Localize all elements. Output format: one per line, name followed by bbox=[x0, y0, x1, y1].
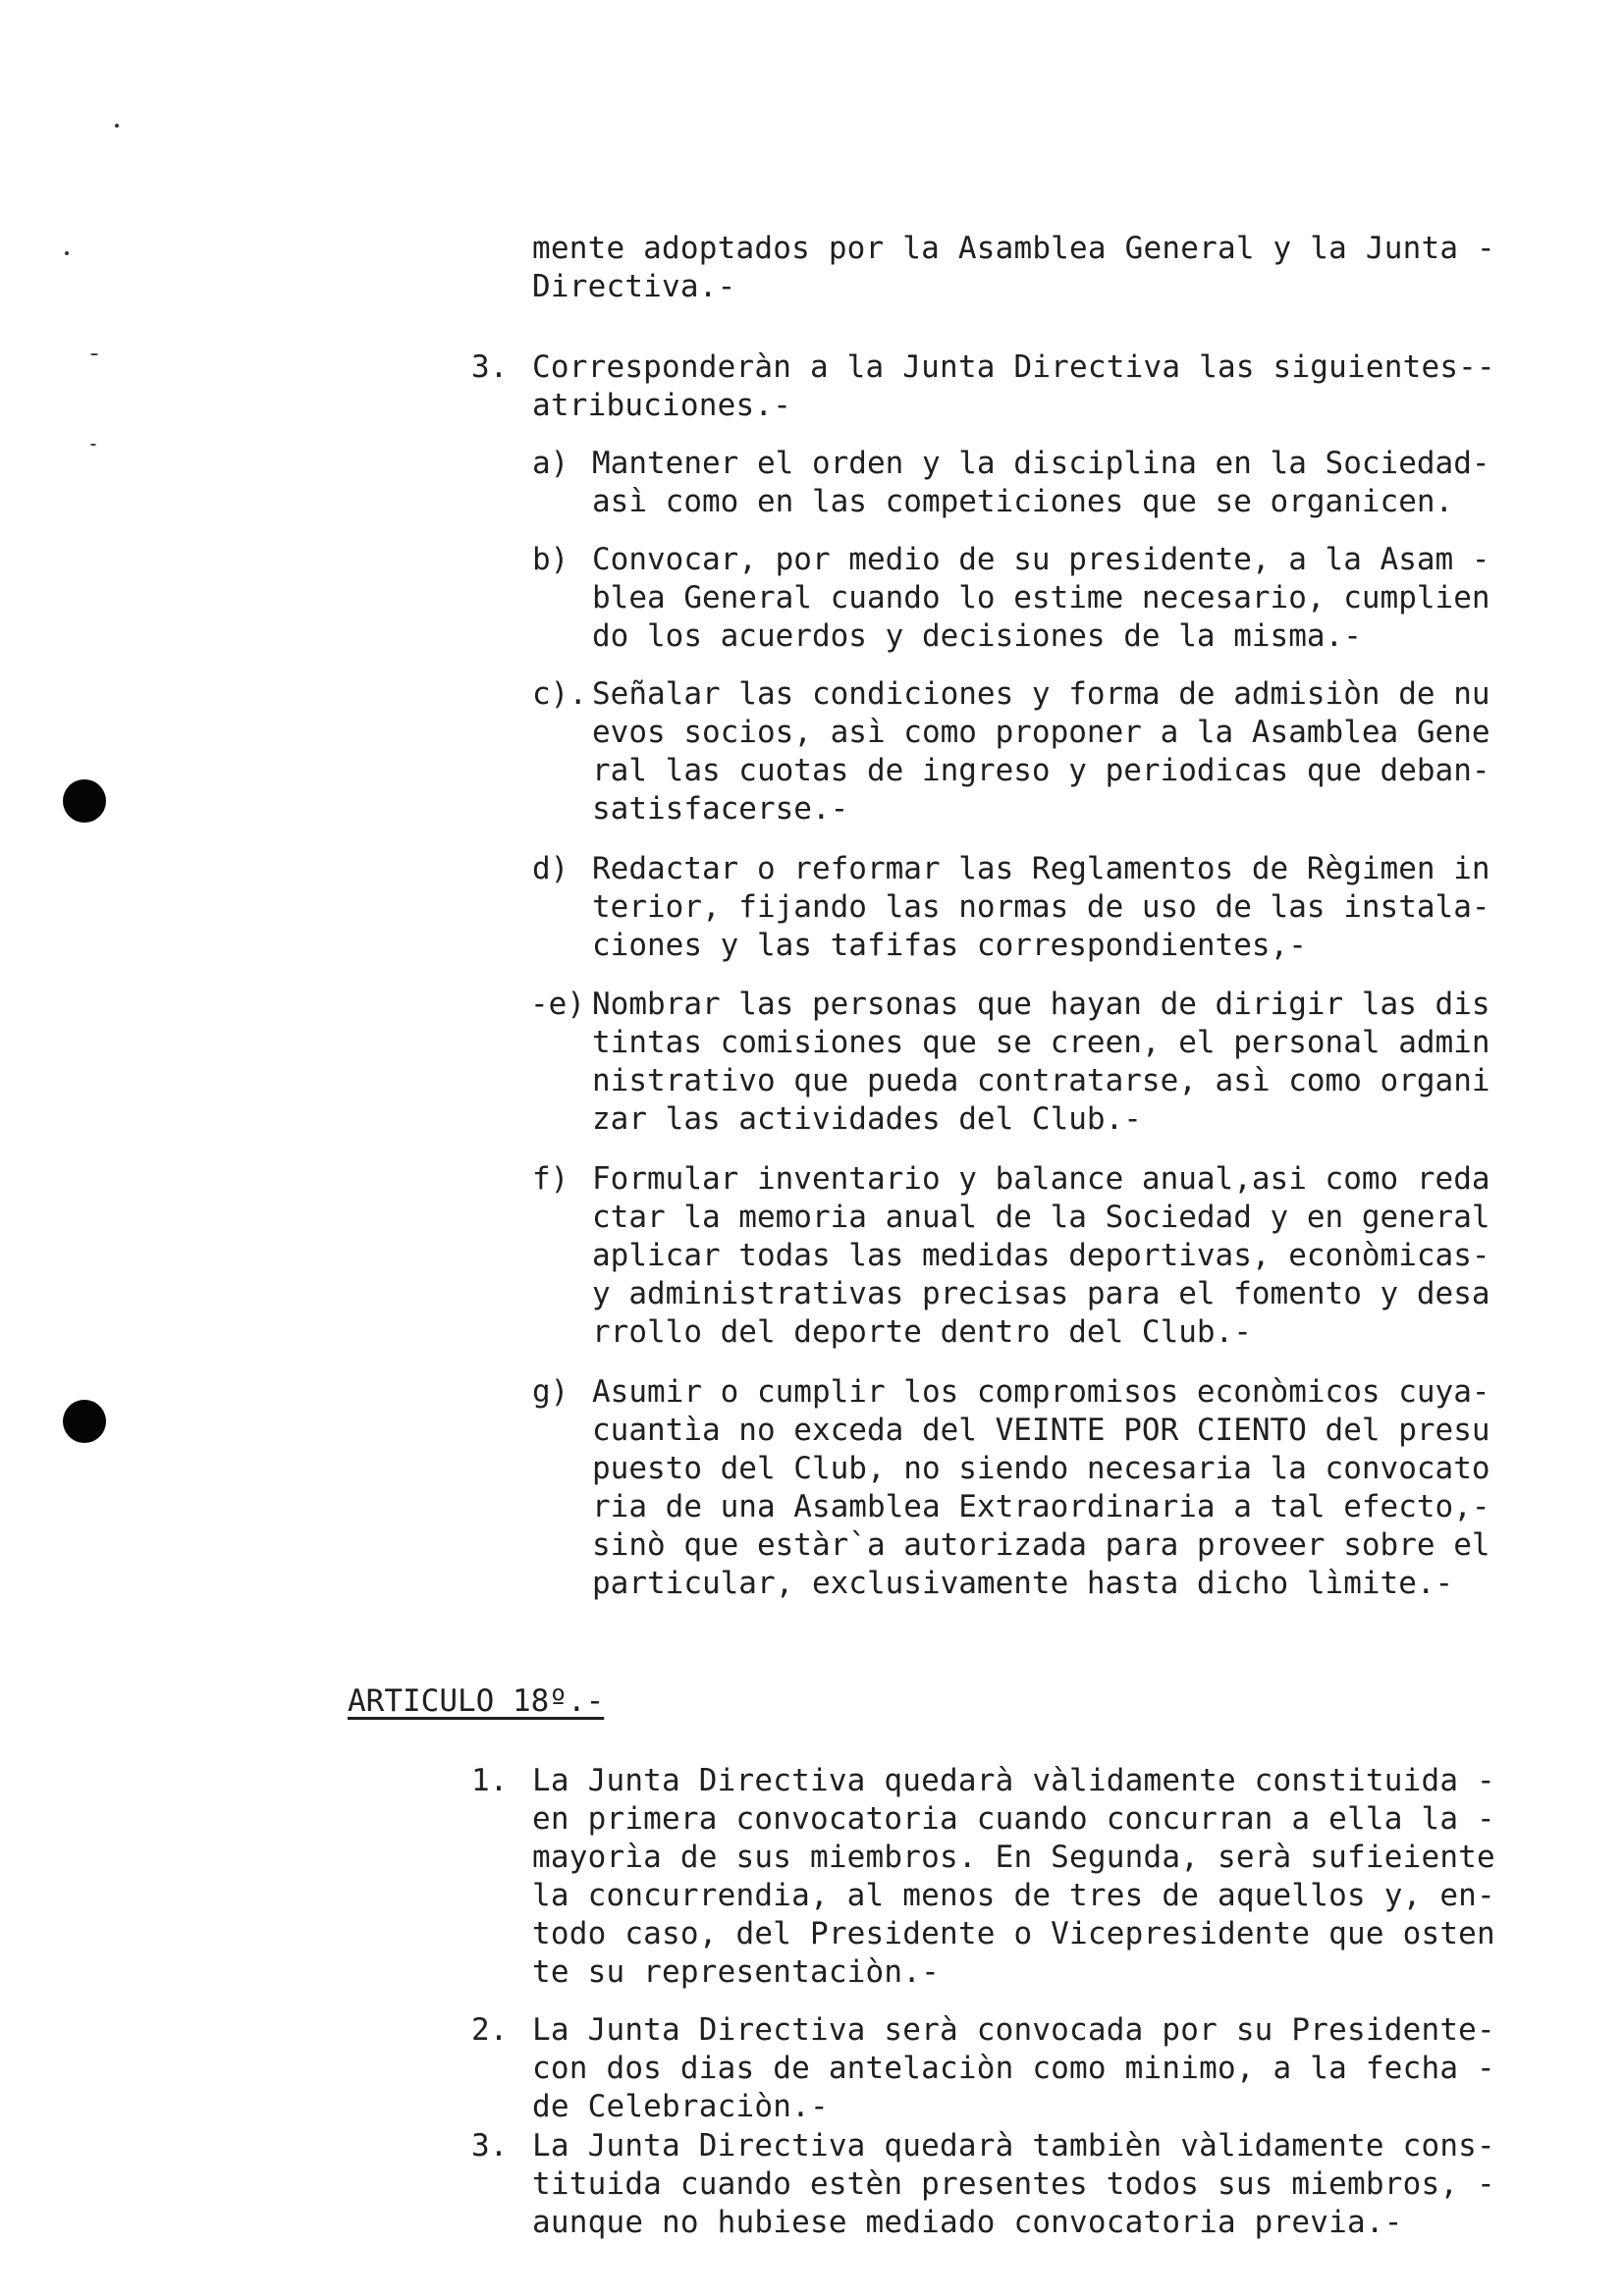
speck bbox=[115, 124, 119, 128]
item-b-line: Convocar, por medio de su presidente, a la Asam - bbox=[592, 542, 1490, 577]
item-c-line: ral las cuotas de ingreso y periodicas que deban- bbox=[592, 753, 1490, 788]
item-g-line: ria de una Asamblea Extraordinaria a tal efecto,- bbox=[592, 1489, 1490, 1524]
paragraph-1-line: La Junta Directiva quedarà vàlidamente constituida - bbox=[532, 1763, 1495, 1798]
item-b-line: blea General cuando lo estime necesario, cumplien bbox=[592, 580, 1490, 615]
item-c-line: satisfacerse.- bbox=[592, 791, 849, 827]
item-e-line: nistrativo que pueda contratarse, asì como organi bbox=[592, 1063, 1490, 1098]
paragraph-number-3: 3. bbox=[471, 2128, 509, 2163]
paragraph-3-line: tituida cuando estèn presentes todos sus miembros, - bbox=[532, 2166, 1495, 2202]
binder-hole-bottom bbox=[63, 1400, 106, 1443]
paragraph-1-line: te su representaciòn.- bbox=[532, 1954, 940, 1990]
paragraph-3-line: aunque no hubiese mediado convocatoria previa.- bbox=[532, 2205, 1403, 2240]
item-b-line: do los acuerdos y decisiones de la misma.- bbox=[592, 618, 1362, 654]
item-a-line: Mantener el orden y la disciplina en la Sociedad- bbox=[592, 446, 1490, 481]
paragraph-1-line: la concurrendia, al menos de tres de aquellos y, en- bbox=[532, 1878, 1495, 1913]
paragraph-3-line: La Junta Directiva quedarà tambièn vàlidamente cons- bbox=[532, 2128, 1495, 2163]
intro-line: Directiva.- bbox=[532, 269, 736, 304]
item-g-line: particular, exclusivamente hasta dicho lìmite.- bbox=[592, 1566, 1454, 1601]
item-marker-b: b) bbox=[532, 542, 569, 577]
item-marker-f: f) bbox=[532, 1161, 569, 1197]
item-marker-a: a) bbox=[532, 446, 569, 481]
item-f-line: Formular inventario y balance anual,asi como reda bbox=[592, 1161, 1490, 1197]
paragraph-1-line: mayorìa de sus miembros. En Segunda, serà sufieiente bbox=[532, 1840, 1495, 1875]
item-d-line: ciones y las tafifas correspondientes,- bbox=[592, 928, 1307, 963]
item-c-line: evos socios, asì como proponer a la Asamblea Gene bbox=[592, 715, 1490, 750]
item-f-line: ctar la memoria anual de la Sociedad y en general bbox=[592, 1200, 1490, 1235]
binder-hole-top bbox=[63, 779, 106, 823]
item-marker-d: d) bbox=[532, 851, 569, 886]
speck bbox=[90, 353, 98, 355]
paragraph-2-line: con dos dias de antelaciòn como minimo, a la fecha - bbox=[532, 2051, 1495, 2086]
item-g-line: sinò que estàr`a autorizada para proveer sobre el bbox=[592, 1527, 1490, 1563]
speck bbox=[90, 444, 96, 446]
paragraph-1-line: en primera convocatoria cuando concurran a ella la - bbox=[532, 1801, 1495, 1837]
item-d-line: Redactar o reformar las Reglamentos de Règimen in bbox=[592, 851, 1490, 886]
paragraph-1-line: todo caso, del Presidente o Vicepresidente que osten bbox=[532, 1916, 1495, 1951]
paragraph-number-1: 1. bbox=[471, 1763, 509, 1798]
speck bbox=[65, 251, 69, 255]
item-e-line: tintas comisiones que se creen, el personal admin bbox=[592, 1025, 1490, 1060]
article-heading: ARTICULO 18º.- bbox=[348, 1683, 605, 1719]
item-marker-c: c). bbox=[532, 676, 587, 712]
item-f-line: y administrativas precisas para el fomento y desa bbox=[592, 1276, 1490, 1311]
item-marker-g: g) bbox=[532, 1374, 569, 1410]
paragraph-2-line: de Celebraciòn.- bbox=[532, 2089, 829, 2124]
item-g-line: cuantìa no exceda del VEINTE POR CIENTO del presu bbox=[592, 1413, 1490, 1448]
section-line: atribuciones.- bbox=[532, 388, 792, 423]
item-g-line: puesto del Club, no siendo necesaria la convocato bbox=[592, 1451, 1490, 1486]
item-e-line: zar las actividades del Club.- bbox=[592, 1101, 1142, 1137]
paragraph-number-2: 2. bbox=[471, 2012, 509, 2048]
section-line: Corresponderàn a la Junta Directiva las siguientes-- bbox=[532, 349, 1495, 385]
item-marker-e: -e) bbox=[530, 987, 585, 1022]
section-number: 3. bbox=[471, 349, 509, 385]
paragraph-2-line: La Junta Directiva serà convocada por su Presidente- bbox=[532, 2012, 1495, 2048]
item-c-line: Señalar las condiciones y forma de admisiòn de nu bbox=[592, 676, 1490, 712]
item-f-line: rrollo del deporte dentro del Club.- bbox=[592, 1314, 1252, 1350]
item-a-line: asì como en las competiciones que se organicen. bbox=[592, 484, 1454, 519]
item-d-line: terior, fijando las normas de uso de las instala- bbox=[592, 889, 1490, 925]
item-f-line: aplicar todas las medidas deportivas, econòmicas- bbox=[592, 1238, 1490, 1273]
item-g-line: Asumir o cumplir los compromisos econòmicos cuya- bbox=[592, 1374, 1490, 1410]
item-e-line: Nombrar las personas que hayan de dirigir las dis bbox=[592, 987, 1490, 1022]
intro-line: mente adoptados por la Asamblea General y la Junta - bbox=[532, 231, 1495, 266]
